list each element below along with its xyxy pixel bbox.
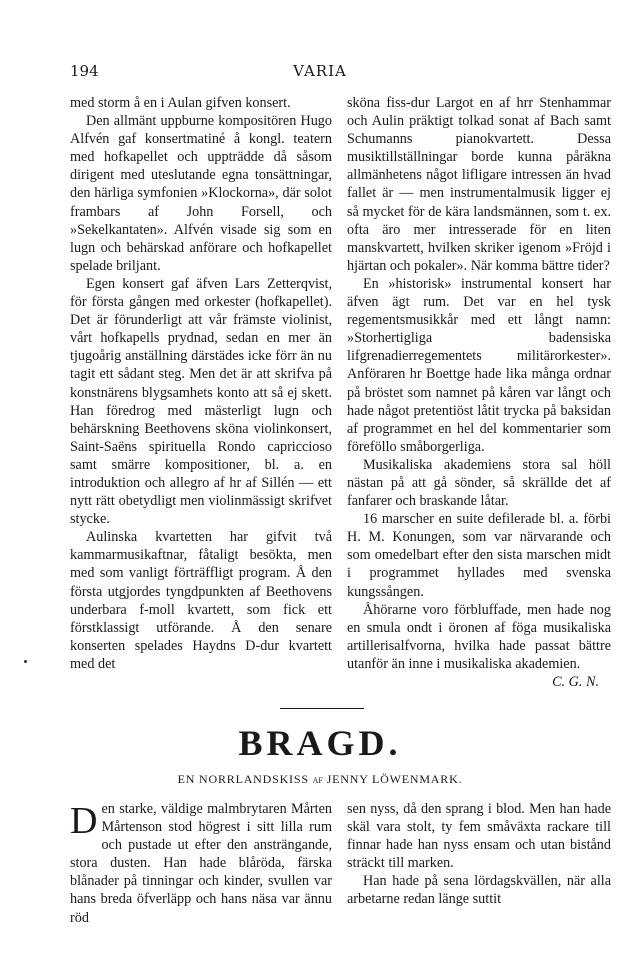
paragraph: Han hade på sena lördagskvällen, när alla arbetarne redan länge suttit xyxy=(347,873,611,908)
running-head: VARIA xyxy=(293,62,347,80)
page-number: 194 xyxy=(70,62,99,80)
paragraph: Egen konsert gaf äfven Lars Zetterqvist, för första gången med orkester (hofkapellet). Det är förunderligt att vår främste violinist, vårt hofkapells prydnad, sedan en mer än tjugoårig anställning därstädes icke förr än nu tagit ett sådant steg. Men det är att skrifva på konstnärens blygsamhets konto att så ej skett. Han föredrog med mästerligt lugn och behärskning Beethovens sköna violinkonsert, Saint-Saëns spirituella Rondo capriccioso samt smärre kompositioner, bl. a. en introduktion och allegro af hr af Sillén — ett nytt rätt obetydligt men violinmässigt skrifvet stycke. xyxy=(70,275,332,528)
right-column xyxy=(347,94,611,691)
margin-mark xyxy=(24,660,27,663)
story-subtitle xyxy=(0,772,640,787)
paragraph: Aulinska kvartetten har gifvit två kammarmusikaftnar, fåtaligt besökta, men med som vanligt förträffligt program. Å den första utgjordes tyngdpunkten af Beethovens underbara f-moll kvartett, som fick ett förstklassigt utförande. Å den senare konserten spelades Haydns D-dur kvartett med det xyxy=(70,529,332,672)
paragraph: En »historisk» instrumental konsert har äfven ägt rum. Det var en hel tysk regementsmusikkår med ett långt namn: »Storhertigliga badensiska lifgrenadierregementets militärorkester». Anföraren hr Boettge hade lika många ordnar på bröstet som namnet på kåren var långt och hade något pretentiöst låtit trycka på baksidan af programmet en hel del kommentarier som föreföllo småborgerliga. xyxy=(347,275,611,455)
left-column xyxy=(70,94,332,673)
paragraph: sen nyss, då den sprang i blod. Men han hade skäl vara stolt, ty fem småväxta rackare till finnar hade han nyss ensam och utan bistånd sträckt till marken. xyxy=(347,801,611,872)
story-opening-paragraph xyxy=(70,800,332,927)
subtitle-author: JENNY LÖWENMARK. xyxy=(326,772,463,786)
drop-cap: D xyxy=(70,800,98,842)
story-left-column xyxy=(70,800,332,927)
subtitle-af: AF xyxy=(312,776,323,785)
paragraph: med storm å en i Aulan gifven konsert. xyxy=(70,95,291,111)
author-signature: C. G. N. xyxy=(552,674,599,690)
story-opening-text: en starke, väldige malmbrytaren Mårten Mårtenson stod högrest i sitt lilla rum och pustade ut efter den ansträngande, stora dusten. Han hade blåröda, färska blånader på tinningar och kinder, svullen var hans breda öfverläpp och hans näsa var ännu röd xyxy=(70,801,332,926)
story-right-column xyxy=(347,800,611,909)
closing-paragraph xyxy=(347,601,611,690)
paragraph: sköna fiss-dur Largot en af hrr Stenhammar och Aulin präktigt tolkad sonat af Bach samt Schumanns pianokvartett. Dessa musiktillställningar borde kunna påräkna allmänhetens något lifligare intressen än hvad fallet är — men instrumentalmusik ligger ej så mycket för de kära landsmännen, som t. ex. ofta äro mer intresserade för en liten manskvartett, hvilken skriker igenom »Fröjd i hjärtan och pokaler». När komma bättre tider? xyxy=(347,95,611,274)
subtitle-text: EN NORRLANDSKISS xyxy=(177,772,309,786)
closing-text: Åhörarne voro förbluffade, men hade nog en smula ondt i öronen af föga musikaliska artillerisalfvorna, hvilka hade passat bättre utanför än inne i musikaliska akademien. xyxy=(347,601,611,672)
paragraph: Musikaliska akademiens stora sal höll nästan på att gå sönder, så skrällde det af fanfarer och braskande låtar. xyxy=(347,456,611,510)
paragraph: 16 marscher en suite defilerade bl. a. förbi H. M. Konungen, som var närvarande och som omedelbart efter den sista marschen midt i programmet hyllades med svenska kungssången. xyxy=(347,511,611,600)
section-divider xyxy=(280,708,364,709)
story-title: BRAGD. xyxy=(238,723,402,763)
paragraph: Den allmänt uppburne kompositören Hugo Alfvén gaf konsertmatiné å kongl. teatern med hofkapellet och uppträdde då såsom dirigent med uteslutande egna tonsättningar, den härliga symfonien »Klockorna», där solot frambars af John Forsell, och »Sekelkantaten». Alfvén visade sig som en lugn och behärskad anförare och hofkapellet spelade briljant. xyxy=(70,113,332,274)
